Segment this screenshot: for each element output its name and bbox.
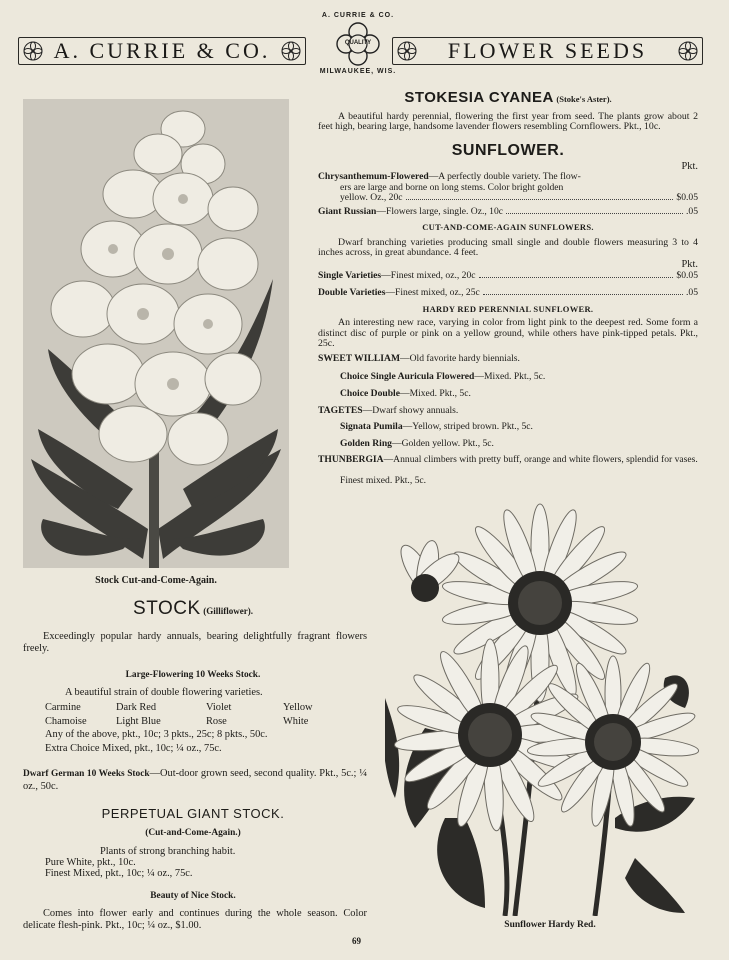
single-varieties-desc: —Finest mixed, oz., 20c [381, 270, 476, 281]
pkt-column-label-2: Pkt. [681, 259, 698, 270]
thunbergia-entry [318, 455, 698, 465]
tagetes-entry [318, 405, 698, 417]
stokesia-desc: A beautiful hardy perennial, flowering the first year from seed. The plants grow about 2 feet high, bearing large, handsome lavender flowers resembling Cornflowers. Pkt., 10c. [318, 111, 698, 132]
company-seal-logo [318, 6, 398, 82]
choice-single-desc: —Mixed. Pkt., 5c. [474, 371, 546, 382]
rosette-icon [396, 40, 418, 62]
color-item: Violet [206, 702, 232, 713]
stokesia-title: STOKESIA CYANEA [404, 89, 554, 106]
dwarf-german-entry [23, 768, 367, 792]
signata-entry [340, 421, 700, 433]
page-number: 69 [352, 936, 361, 946]
choice-double-name: Choice Double [340, 388, 400, 399]
golden-ring-entry [340, 438, 700, 450]
double-varieties-price: .05 [686, 287, 698, 298]
stock-description: Exceedingly popular hardy annuals, bearing delightfully fragrant flowers freely. [23, 631, 367, 654]
perpetual-desc: Plants of strong branching habit. [100, 846, 236, 857]
rosette-icon [677, 40, 699, 62]
double-varieties-desc: —Finest mixed, oz., 25c [385, 287, 480, 298]
logo-center-text: QUALITY [344, 40, 372, 46]
chrysanthemum-entry [318, 172, 698, 204]
sunflower-image-caption: Sunflower Hardy Red. [504, 920, 596, 930]
tagetes-name: TAGETES [318, 405, 363, 416]
perpetual-pure-white: Pure White, pkt., 10c. [45, 857, 136, 868]
chrysanthemum-desc-3: yellow. Oz., 20c [340, 192, 403, 204]
giant-russian-name: Giant Russian [318, 206, 377, 217]
signata-name: Signata Pumila [340, 421, 403, 432]
logo-bottom-text: MILWAUKEE, WIS. [319, 68, 397, 75]
stock-title: STOCK [133, 598, 201, 619]
choice-double-entry [340, 388, 700, 400]
choice-single-entry [340, 371, 700, 383]
golden-ring-desc: —Golden yellow. Pkt., 5c. [391, 438, 494, 449]
color-item: White [283, 716, 309, 727]
choice-single-name: Choice Single Auricula Flowered [340, 371, 475, 382]
beauty-nice-desc: Comes into flower early and continues during the whole season. Color delicate flesh-pink. Pkt., 10c; ¼ oz., $1.00. [23, 908, 367, 931]
thunbergia-mixed: Finest mixed. Pkt., 5c. [340, 475, 427, 486]
single-varieties-name: Single Varieties [318, 270, 382, 281]
giant-russian-entry [318, 206, 698, 218]
hardy-red-desc: An interesting new race, varying in color from light pink to the deepest red. Some form a distinct disc of purple or pink on a yellow ground, while others have pink-tipped petals. Pkt., 25c. [318, 317, 698, 350]
choice-double-desc: —Mixed. Pkt., 5c. [399, 388, 471, 399]
chrysanthemum-price: $0.05 [676, 192, 698, 204]
stock-image-caption: Stock Cut-and-Come-Again. [95, 575, 217, 586]
golden-ring-name: Golden Ring [340, 438, 392, 449]
chrysanthemum-desc-2: ers are large and borne on long stems. Color bright golden [340, 181, 564, 193]
cut-come-title: CUT-AND-COME-AGAIN SUNFLOWERS. [422, 222, 594, 232]
color-item: Yellow [283, 702, 313, 713]
company-name: A. CURRIE & CO. [53, 38, 271, 63]
color-item: Dark Red [116, 702, 157, 713]
stock-subtitle: (Gilliflower). [203, 606, 253, 616]
pkt-column-label: Pkt. [681, 161, 698, 172]
color-item: Light Blue [116, 716, 161, 727]
beauty-nice-title: Beauty of Nice Stock. [150, 891, 236, 901]
stock-price-extra: Extra Choice Mixed, pkt., 10c; ¼ oz., 75c. [45, 743, 222, 754]
tagetes-desc: —Dwarf showy annuals. [362, 405, 459, 416]
chrysanthemum-desc-1: —A perfectly double variety. The flow- [428, 171, 581, 182]
sunflower-title: SUNFLOWER. [451, 142, 565, 159]
header-company-box [18, 37, 306, 65]
dwarf-german-name: Dwarf German 10 Weeks Stock [23, 769, 150, 779]
catalog-title: FLOWER SEEDS [447, 38, 648, 63]
thunbergia-name: THUNBERGIA [318, 454, 384, 465]
signata-desc: —Yellow, striped brown. Pkt., 5c. [402, 421, 533, 432]
rosette-icon [22, 40, 44, 62]
giant-russian-desc: —Flowers large, single. Oz., 10c [376, 206, 504, 217]
logo-top-text: A. CURRIE & CO. [321, 12, 395, 19]
sunflower-illustration [385, 498, 705, 916]
perpetual-finest-mixed: Finest Mixed, pkt., 10c; ¼ oz., 75c. [45, 868, 193, 879]
color-item: Carmine [45, 702, 81, 713]
double-varieties-entry [318, 287, 698, 299]
header-title-box [392, 37, 703, 65]
rosette-icon [280, 40, 302, 62]
perpetual-subtitle: (Cut-and-Come-Again.) [145, 828, 241, 838]
stokesia-heading [318, 89, 698, 106]
stock-price-any: Any of the above, pkt., 10c; 3 pkts., 25c; 8 pkts., 50c. [45, 729, 268, 740]
large-flowering-title: Large-Flowering 10 Weeks Stock. [125, 670, 261, 680]
dwarf-german-desc: —Out-door grown seed, second quality. Pkt., 5c.; ¼ oz., 50c. [23, 768, 367, 792]
double-varieties-name: Double Varieties [318, 287, 386, 298]
color-item: Rose [206, 716, 227, 727]
giant-russian-price: .05 [686, 206, 698, 217]
stock-heading [23, 598, 363, 619]
perpetual-title: PERPETUAL GIANT STOCK. [101, 806, 285, 821]
stokesia-subtitle: (Stoke's Aster). [556, 94, 612, 104]
cut-come-desc: Dwarf branching varieties producing small single and double flowers measuring 3 to 4 inches across, in great abundance. 4 feet. [318, 237, 698, 259]
single-varieties-price: $0.05 [676, 270, 698, 281]
stock-colors-list [45, 701, 365, 729]
color-item: Chamoise [45, 716, 87, 727]
large-flowering-desc: A beautiful strain of double flowering varieties. [65, 687, 263, 698]
hardy-red-title: HARDY RED PERENNIAL SUNFLOWER. [422, 304, 594, 314]
single-varieties-entry [318, 270, 698, 282]
sweet-william-desc: —Old favorite hardy biennials. [400, 353, 520, 364]
stock-flower-illustration [23, 99, 289, 568]
chrysanthemum-name: Chrysanthemum-Flowered [318, 171, 429, 182]
sweet-william-name: SWEET WILLIAM [318, 353, 401, 364]
thunbergia-desc: —Annual climbers with pretty buff, orange and white flowers, splendid for vases. [383, 454, 698, 465]
sweet-william-entry [318, 353, 698, 365]
